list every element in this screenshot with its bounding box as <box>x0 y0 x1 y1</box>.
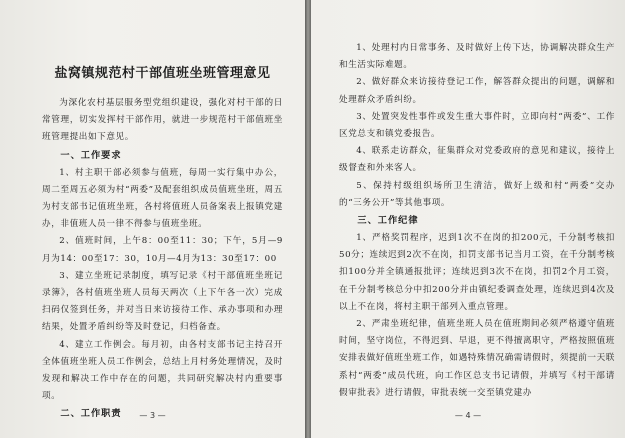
requirement-3: 3、建立坐班记录制度，填写记录《村干部值班坐班记录簿》，各村值班坐班人员每天两次（上下午各一次）完成扫码仅签到任务，并对当日来访接待工作、承办事项和办理结果，处置矛盾纠纷等及时登记，归档备查。 <box>42 270 283 333</box>
duty-5: 5、保持村级组织场所卫生清洁，做好上级和村“两委”交办的“三务公开”等其他事项。 <box>339 180 615 208</box>
duty-1: 1、处理村内日常事务、及时做好上传下达，协调解决群众生产和生活实际难题。 <box>339 43 615 71</box>
requirement-1: 1、村主职干部必须参与值班，每周一实行集中办公，周二至周五必须为村“两委”及配套组织成员值班坐班，周五为村支部书记值班坐班，各村将值班人员备案表上报镇党建办，非值班人员一律不得参与值班坐班。 <box>42 167 283 230</box>
requirement-4: 4、建立工作例会。每月初，由各村支部书记主持召开全体值班坐班人员工作例会，总结上月村务处理情况，及时发现和解决工作中存在的问题，共同研究解决村内重要事项。 <box>42 339 283 402</box>
document-title: 盐窝镇规范村干部值班坐班管理意见 <box>54 66 271 81</box>
document-page-right <box>311 0 625 438</box>
page-number-left: — 3 — <box>139 411 166 420</box>
section-heading-discipline: 三、工作纪律 <box>357 215 419 227</box>
section-heading-duties: 二、工作职责 <box>60 408 122 420</box>
section-heading-requirements: 一、工作要求 <box>60 149 122 161</box>
intro-paragraph: 为深化农村基层服务型党组织建设，强化对村干部的日常管理，切实发挥村干部作用，就进一步规范村干部值班坐班管理提出如下意见。 <box>42 98 283 143</box>
duty-2: 2、做好群众来访接待登记工作，解答群众提出的问题，调解和处理群众矛盾纠纷。 <box>339 77 615 105</box>
discipline-1: 1、严格奖罚程序，迟到1次不在岗的扣200元，千分制考核扣50分；连续迟到2次不在岗，扣罚支部书记当月工资，在千分制考核扣100分并全镇通报批评；连续迟到3次不在岗，扣罚2个月工资，在千分制考核总分中扣200分并由镇纪委调查处理，连续迟到4次及以上不在岗，将村主职干部列入重点管理。 <box>339 233 615 312</box>
requirement-2: 2、值班时间，上午8：00至11：30；下午，5月—9月为14：00至17：30，10月—4月为13：30至17：00 <box>42 236 283 264</box>
page-number-right: — 4 — <box>454 411 482 420</box>
discipline-2: 2、严肃坐班纪律，值班坐班人员在值班期间必须严格遵守值班时间，坚守岗位，不得迟到、早退，更不得擅离职守，严格按照值班安排表做好值班坐班工作，如遇特殊情况确需请假时，须提前一天联系村“两委”成员代班，向工作区总支书记请假，并填写《村干部请假审批表》进行请假，审批表统一交至镇党建办 <box>339 319 615 398</box>
duty-4: 4、联系走访群众，征集群众对党委政府的意见和建议，接待上级督查和外来客人。 <box>339 146 615 174</box>
duty-3: 3、处置突发性事件或发生重大事件时，立即向村“两委”、工作区党总支和镇党委报告。 <box>339 111 615 140</box>
document-page-left <box>0 0 305 438</box>
